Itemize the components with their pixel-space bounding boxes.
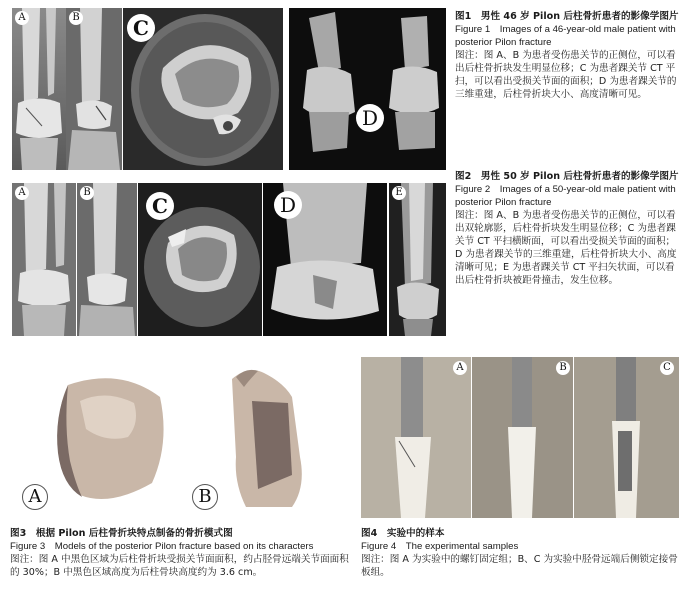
fig3-caption-note: 图注：图 A 中黑色区域为后柱骨折块受损关节面面积，约占胫骨远端关节面面积的 30%；B 中黑色区域高度为后柱骨块高度约为 3.6 cm。 [10, 554, 349, 578]
fig3-caption-en: Figure 3 Models of the posterior Pilon fracture based on its characters [10, 541, 314, 552]
experiment-photo [574, 357, 679, 518]
fig2-caption-en: Figure 2 Images of a 50-year-old male patient with posterior Pilon fracture [455, 184, 676, 208]
xray-image [66, 8, 122, 170]
xray-image [12, 8, 66, 170]
fig4-panel-b [472, 357, 573, 518]
fig1-caption-en: Figure 1 Images of a 46-year-old male patient with posterior Pilon fracture [455, 24, 676, 48]
3d-reconstruction-image [289, 8, 446, 170]
fig1-panel-b-label: B [69, 11, 83, 25]
experiment-photo [361, 357, 471, 518]
fig4-panel-a-label: A [453, 361, 467, 375]
fig2-panel-b [77, 183, 137, 336]
fig4-panel-a [361, 357, 471, 518]
fig4-panel-c [574, 357, 679, 518]
fig2-panel-a-label: A [15, 186, 29, 200]
fig2-panel-a [12, 183, 76, 336]
fig1-panel-d-label: D [356, 104, 384, 132]
fig2-caption-cn: 图2 男性 50 岁 Pilon 后柱骨折患者的影像学图片 [455, 171, 679, 182]
fig4-caption-en: Figure 4 The experimental samples [361, 541, 519, 552]
xray-image [12, 183, 76, 336]
fig3-panel-b-label: B [192, 484, 218, 510]
fig1-panel-c-label: C [127, 14, 155, 42]
fig3-caption-cn: 图3 根据 Pilon 后柱骨折块特点制备的骨折模式图 [10, 528, 233, 539]
fig2-panel-e-label: E [392, 186, 406, 200]
fig1-panel-d [289, 8, 446, 170]
fig2-caption-note: 图注：图 A、B 为患者受伤患关节的正侧位，可以看出双轮廓影，后柱骨折块发生明显位移；C 为患者踝关节 CT 平扫横断面，可以看出受损关节面的面积；D 为患者踝关节的三维重建，后柱骨折块大小、高度清晰可见；E 为患者踝关节 CT 平扫矢状面，可以看出后柱骨折块被距骨撞击，发生位移。 [455, 210, 677, 286]
fig2-panel-e [389, 183, 446, 336]
fig1-panel-a [12, 8, 66, 170]
experiment-photo [472, 357, 573, 518]
xray-image [77, 183, 137, 336]
fig1-caption [455, 10, 681, 101]
fig2-panel-b-label: B [80, 186, 94, 200]
fig4-caption-cn: 图4 实验中的样本 [361, 528, 445, 539]
fig1-caption-note: 图注：图 A、B 为患者受伤患关节的正侧位，可以看出后柱骨折块发生明显位移；C 为患者踝关节 CT 平扫，可以看出受损关节面的面积；D 为患者踝关节的三维重建，后柱骨折块大小、高度清晰可见。 [455, 50, 677, 100]
fig3-panel-a-label: A [22, 484, 48, 510]
fig1-panel-b [66, 8, 122, 170]
fig1-panel-a-label: A [15, 11, 29, 25]
fig4-caption-note: 图注：图 A 为实验中的螺钉固定组；B、C 为实验中胫骨远端后侧锁定接骨板组。 [361, 554, 678, 578]
fig2-caption [455, 170, 681, 287]
fig4-panel-b-label: B [556, 361, 570, 375]
fig4-panel-c-label: C [660, 361, 674, 375]
fig2-panel-d-label: D [274, 191, 302, 219]
fig2-panel-c-label: C [146, 192, 174, 220]
fig4-caption [361, 527, 679, 579]
ct-image [389, 183, 446, 336]
fig1-caption-cn: 图1 男性 46 岁 Pilon 后柱骨折患者的影像学图片 [455, 11, 679, 22]
fig3-caption [10, 527, 350, 579]
